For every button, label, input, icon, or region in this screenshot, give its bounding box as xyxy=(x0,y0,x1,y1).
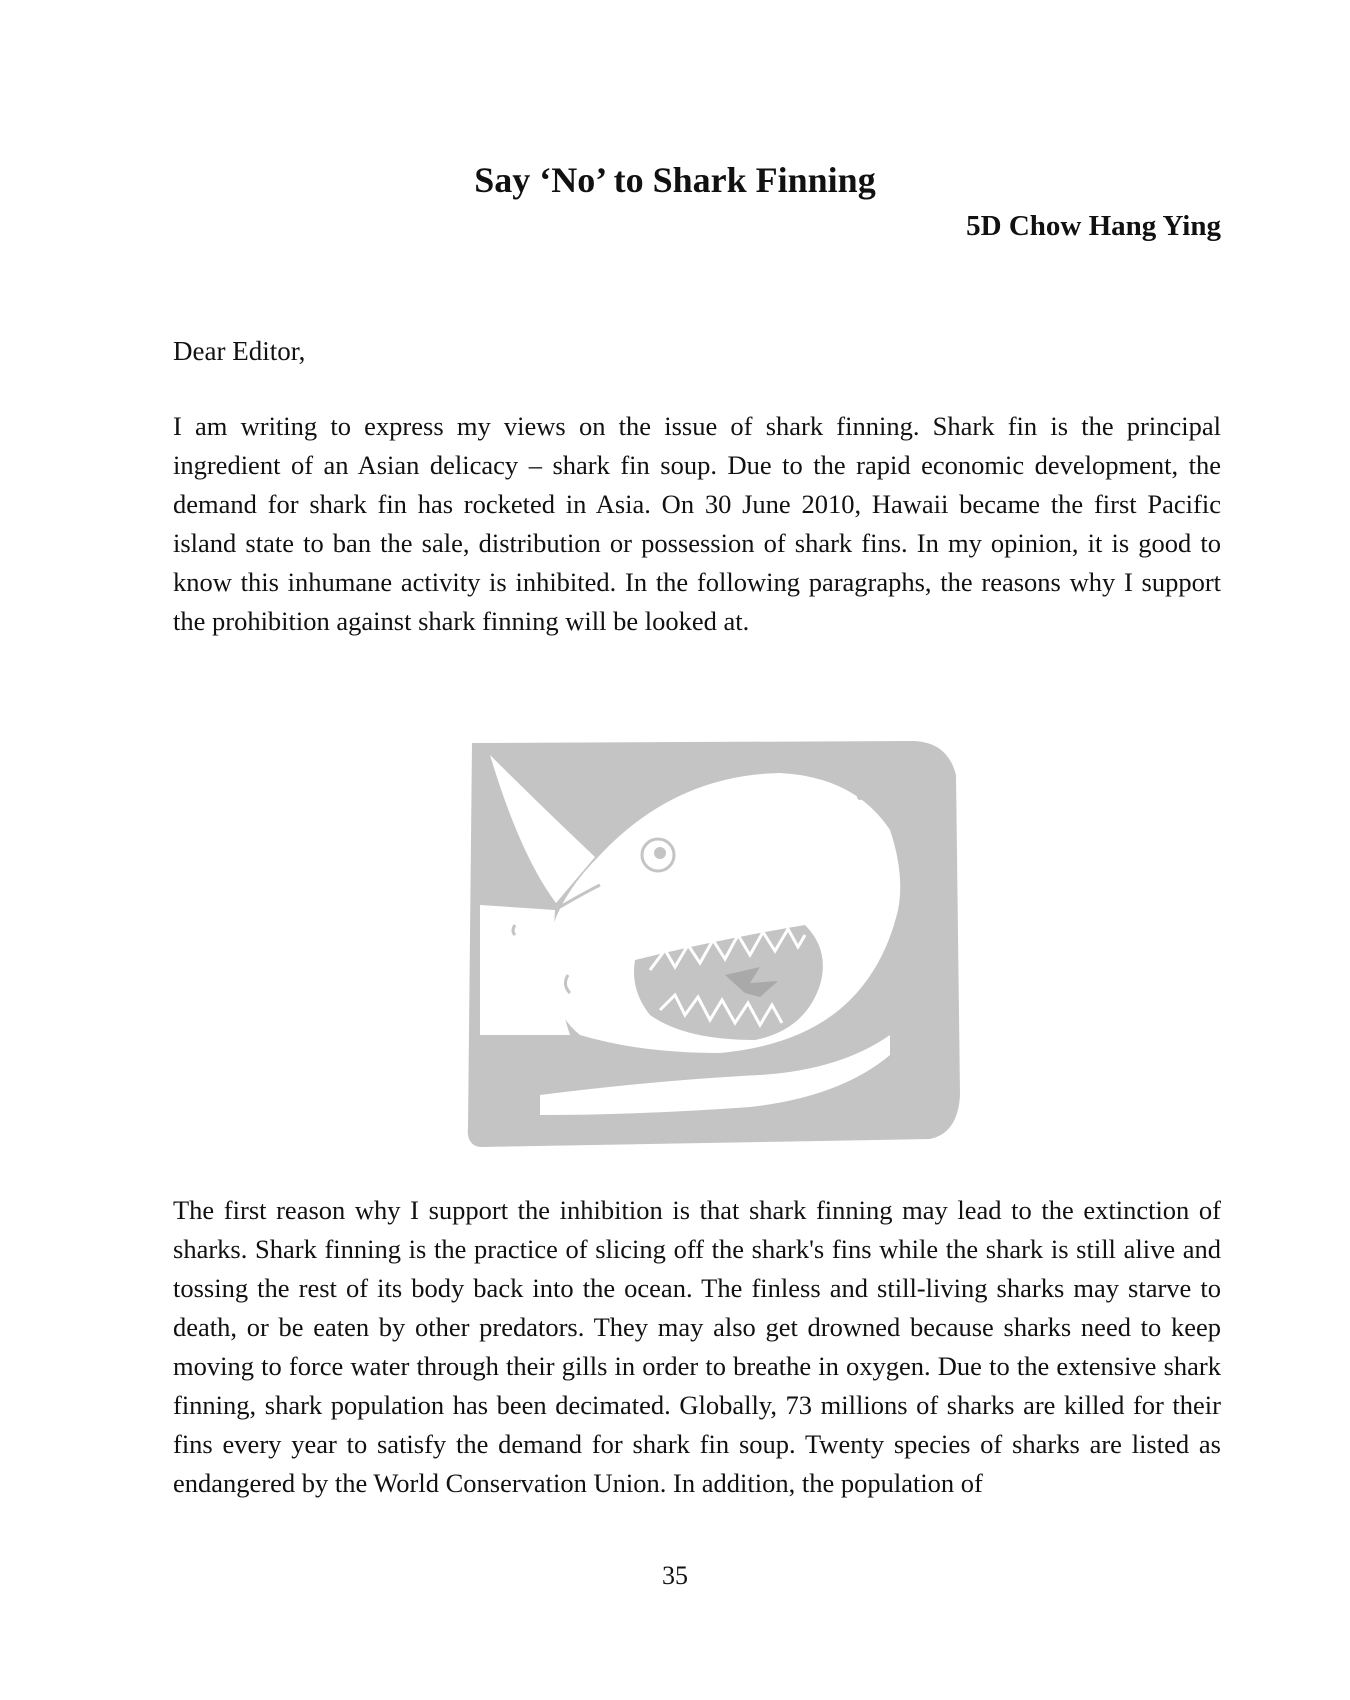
salutation: Dear Editor, xyxy=(173,336,306,366)
page-number: 35 xyxy=(662,1561,688,1590)
paragraph-first-reason: The first reason why I support the inhibition is that shark finning may lead to the extinction of sharks. Shark finning is the practice of slicing off the shark's fins while the shark is still alive and tossing the rest of its body back into the ocean. The finless and still-living sharks may starve to death, or be eaten by other predators. They may also get drowned because sharks need to keep moving to force water through their gills in order to breathe in oxygen. Due to the extensive shark finning, shark population has been decimated. Globally, 73 millions of sharks are killed for their fins every year to satisfy the demand for shark fin soup. Twenty species of sharks are listed as endangered by the World Conservation Union. In addition, the population of xyxy=(173,1195,1221,1498)
paragraph-intro: I am writing to express my views on the issue of shark finning. Shark fin is the principal ingredient of an Asian delicacy – shark fin soup. Due to the rapid economic development, the demand for shark fin has rocketed in Asia. On 30 June 2010, Hawaii became the first Pacific island state to ban the sale, distribution or possession of shark fins. In my opinion, it is good to know this inhumane activity is inhibited. In the following paragraphs, the reasons why I support the prohibition against shark finning will be looked at. xyxy=(173,411,1221,636)
shark-illustration-icon xyxy=(460,735,985,1150)
page-title: Say ‘No’ to Shark Finning xyxy=(474,160,876,200)
shark-illustration xyxy=(460,735,985,1150)
author-name: 5D Chow Hang Ying xyxy=(966,210,1221,242)
